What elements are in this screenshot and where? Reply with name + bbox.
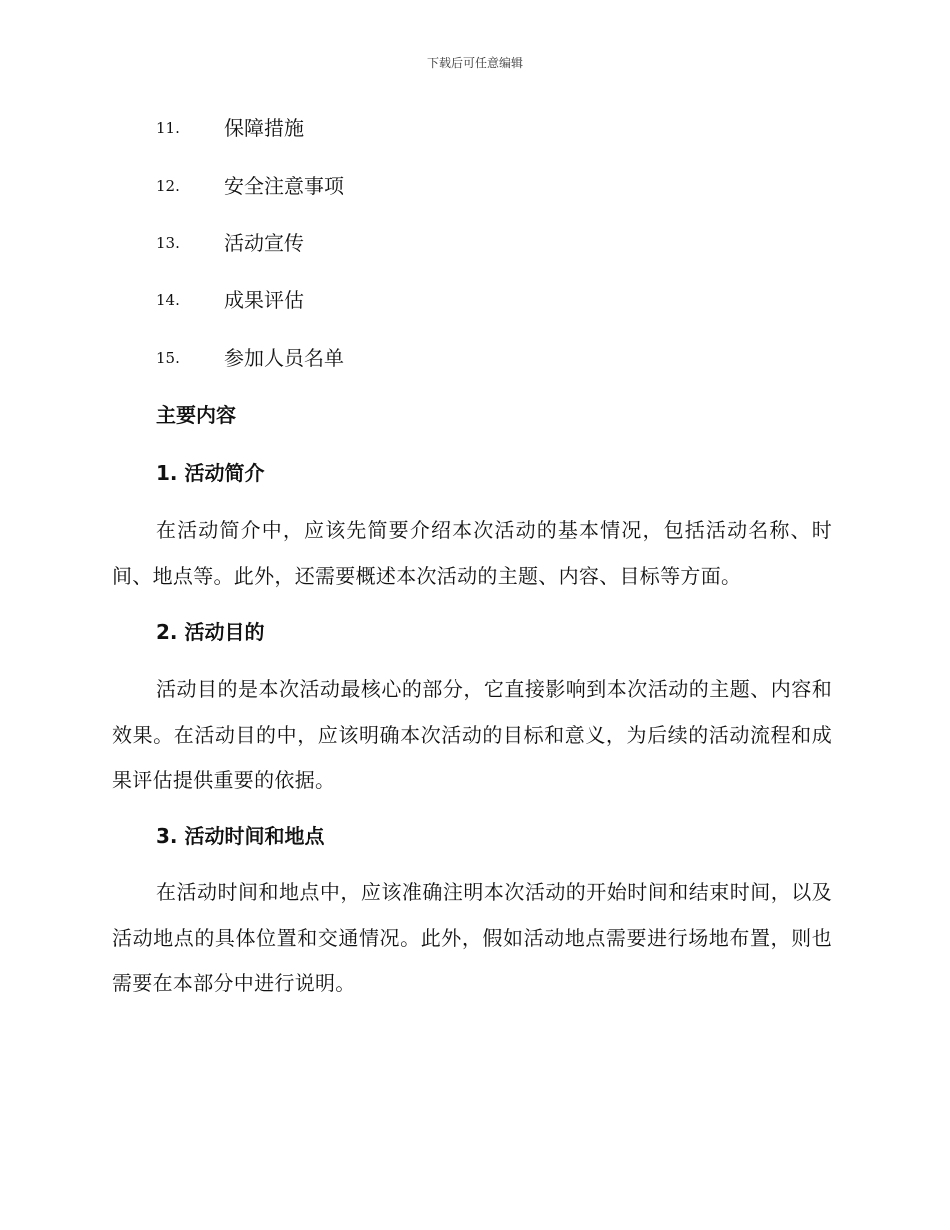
section-paragraph: 在活动时间和地点中，应该准确注明本次活动的开始时间和结束时间，以及活动地点的具体位置和交通情况。此外，假如活动地点需要进行场地布置，则也需要在本部分中进行说明。	[112, 880, 832, 996]
section-paragraph: 在活动简介中，应该先简要介绍本次活动的基本情况，包括活动名称、时间、地点等。此外，还需要概述本次活动的主题、内容、目标等方面。	[112, 518, 832, 588]
section-heading: 1. 活动简介	[156, 461, 265, 485]
list-item-text: 活动宣传	[224, 231, 304, 255]
list-item-text: 成果评估	[224, 288, 304, 312]
page-header-note: 下载后可任意编辑	[426, 56, 523, 70]
list-item-text: 参加人员名单	[224, 346, 344, 370]
list-item-number: 13.	[156, 234, 180, 252]
list-item-text: 安全注意事项	[224, 174, 344, 198]
section-heading: 3. 活动时间和地点	[156, 824, 325, 848]
list-item-number: 14.	[156, 291, 180, 309]
list-item-number: 12.	[156, 177, 180, 195]
main-heading: 主要内容	[156, 403, 236, 427]
list-item-number: 15.	[156, 349, 180, 367]
section-heading: 2. 活动目的	[156, 620, 265, 644]
list-item-number: 11.	[156, 119, 180, 137]
section-paragraph: 活动目的是本次活动最核心的部分，它直接影响到本次活动的主题、内容和效果。在活动目的中，应该明确本次活动的目标和意义，为后续的活动流程和成果评估提供重要的依据。	[112, 677, 832, 793]
list-item-text: 保障措施	[224, 116, 304, 140]
